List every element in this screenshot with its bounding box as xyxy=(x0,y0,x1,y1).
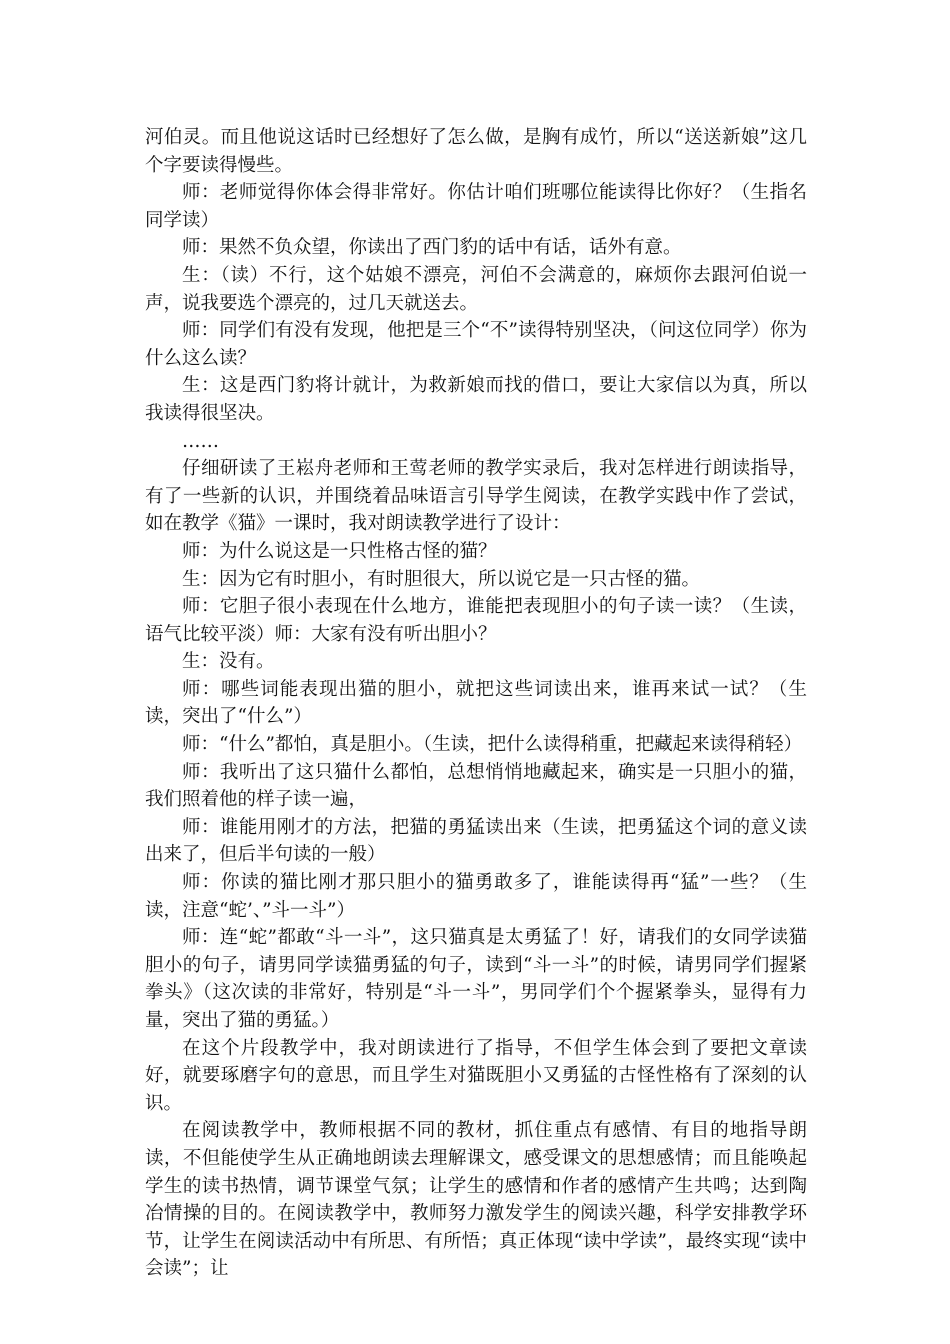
paragraph: 师：“什么”都怕，真是胆小。（生读，把什么读得稍重，把藏起来读得稍轻） xyxy=(182,734,803,756)
paragraph: 师：谁能用刚才的方法，把猫的勇猛读出来（生读，把勇猛这个词的意义读出来了，但后半句读的一般） xyxy=(145,816,807,866)
paragraph: 师：你读的猫比刚才那只胆小的猫勇敢多了，谁能读得再“猛”一些？（生读，注意“蛇’、”斗一斗”） xyxy=(145,872,807,921)
paragraph: 师：连“蛇”都敢“斗一斗”，这只猫真是太勇猛了！好，请我们的女同学读猫胆小的句子，请男同学读猫勇猛的句子，读到“斗一斗”的时候，请男同学们握紧拳头》（这次读的非常好，特别是“斗一斗”，男同学们个个握紧拳头，显得有力量，突出了猫的勇猛。） xyxy=(145,927,807,1031)
paragraph: 师：同学们有没有发现，他把是三个“不”读得特别坚决，（问这位同学）你为什么这么读？ xyxy=(145,320,807,369)
paragraph: 仔细研读了王崧舟老师和王莺老师的教学实录后，我对怎样进行朗读指导，有了一些新的认识，并围绕着品味语言引导学生阅读，在教学实践中作了尝试，如在教学《猫》一课时，我对朗读教学进行了设计： xyxy=(145,458,807,535)
paragraph: 生：因为它有时胆小，有时胆很大，所以说它是一只古怪的猫。 xyxy=(182,568,701,590)
paragraph: 在阅读教学中，教师根据不同的教材，抓住重点有感情、有目的地指导朗读，不但能使学生从正确地朗读去理解课文，感受课文的思想感情；而且能唤起学生的读书热情，调节课堂气氛；让学生的感情和作者的感情产生共鸣；达到陶冶情操的目的。在阅读教学中，教师努力激发学生的阅读兴趣，科学安排教学环节，让学生在阅读活动中有所思、有所悟；真正体现“读中学读”，最终实现“读中会读”；让 xyxy=(145,1120,807,1280)
paragraph: 师：哪些词能表现出猫的胆小，就把这些词读出来，谁再来试一试？（生读，突出了“什么”） xyxy=(145,678,807,728)
paragraph: 生：这是西门豹将计就计，为救新娘而找的借口，要让大家信以为真，所以我读得很坚决。 xyxy=(145,375,807,424)
paragraph: 师：老师觉得你体会得非常好。你估计咱们班哪位能读得比你好？（生指名同学读） xyxy=(145,182,807,231)
paragraph: 生：没有。 xyxy=(182,651,275,673)
paragraph: 师：它胆子很小表现在什么地方，谁能把表现胆小的句子读一读？（生读，语气比较平淡）师：大家有没有听出胆小？ xyxy=(145,596,807,645)
paragraph: 在这个片段教学中，我对朗读进行了指导，不但学生体会到了要把文章读好，就要琢磨字句的意思，而且学生对猫既胆小又勇猛的古怪性格有了深刻的认识。 xyxy=(145,1037,807,1114)
paragraph: 河伯灵。而且他说这话时已经想好了怎么做，是胸有成竹，所以“送送新娘”这几个字要读得慢些。 xyxy=(145,127,807,176)
paragraph: 师：我听出了这只猫什么都怕，总想悄悄地藏起来，确实是一只胆小的猫，我们照着他的样子读一遍， xyxy=(145,761,807,811)
document-body xyxy=(145,124,807,1283)
ellipsis-line: …… xyxy=(182,430,219,452)
paragraph: 师：为什么说这是一只性格古怪的猫？ xyxy=(182,540,497,562)
paragraph: 生：（读）不行，这个姑娘不漂亮，河伯不会满意的，麻烦你去跟河伯说一声，说我要选个漂亮的，过几天就送去。 xyxy=(145,264,807,314)
paragraph: 师：果然不负众望，你读出了西门豹的话中有话，话外有意。 xyxy=(182,237,682,259)
